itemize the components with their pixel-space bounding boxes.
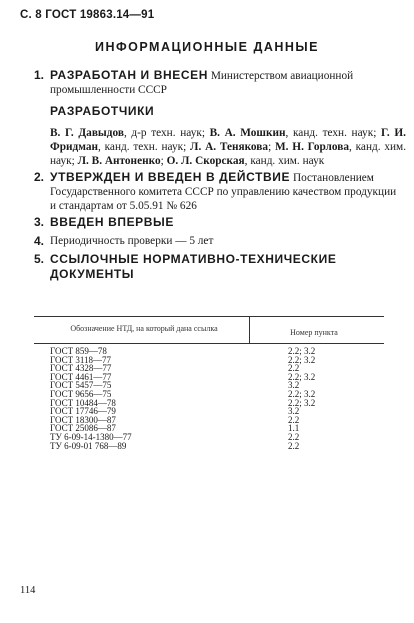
document-designation: ГОСТ 4328—77 bbox=[50, 363, 112, 374]
developer-name: В. Г. Давыдов bbox=[50, 127, 124, 139]
developer-name: М. Н. Горлова bbox=[275, 141, 349, 153]
document-designation: ГОСТ 3118—77 bbox=[50, 354, 112, 365]
section-heading: ССЫЛОЧНЫЕ НОРМАТИВНО-ТЕХНИЧЕСКИЕ ДОКУМЕНТЫ bbox=[50, 252, 337, 281]
developer-title: канд. техн. наук bbox=[292, 127, 374, 139]
section-heading: ВВЕДЕН ВПЕРВЫЕ bbox=[50, 215, 175, 229]
page-number: 114 bbox=[20, 585, 36, 596]
table-header-point: Номер пункта bbox=[290, 328, 338, 337]
developers-list: В. Г. Давыдов, д-р техн. наук; В. А. Мошкин, канд. техн. наук; Г. И. Фридман, канд. техн. наук; Л. А. Тенякова; М. Н. Горлова, канд. хим. наук; Л. В. Антоненко; О. Л. Скорская, канд. хим. наук bbox=[50, 127, 407, 167]
section-1 bbox=[34, 68, 404, 97]
document-designation: ГОСТ 18300—87 bbox=[50, 414, 116, 425]
section-number: 1. bbox=[34, 68, 45, 82]
document-header: С. 8 ГОСТ 19863.14—91 bbox=[20, 9, 155, 21]
developer-title: д-р техн. наук bbox=[131, 127, 202, 139]
clause-number: 2.2; 3.2 bbox=[288, 354, 316, 365]
section-number: 4. bbox=[34, 234, 45, 248]
document-designation: ГОСТ 9656—75 bbox=[50, 388, 112, 399]
section-text: Периодичность проверки — 5 лет bbox=[50, 235, 214, 247]
table-column-divider bbox=[249, 316, 250, 343]
section-text: Министерством авиационной промышленности СССР bbox=[50, 70, 354, 96]
table-body bbox=[34, 347, 384, 450]
clause-number: 2.2 bbox=[288, 440, 300, 451]
clause-number: 3.2 bbox=[288, 380, 300, 391]
section-heading: УТВЕРЖДЕН И ВВЕДЕН В ДЕЙСТВИЕ bbox=[50, 170, 291, 184]
developer-name: О. Л. Скорская bbox=[166, 155, 245, 167]
clause-number: 2.2; 3.2 bbox=[288, 388, 316, 399]
section-3 bbox=[34, 215, 404, 230]
clause-number: 2.2; 3.2 bbox=[288, 346, 316, 356]
document-designation: ТУ 6-09-14-1380—77 bbox=[50, 431, 132, 442]
table-top-rule bbox=[34, 316, 384, 317]
document-designation: ТУ 6-09-01 768—89 bbox=[50, 440, 127, 451]
section-heading: РАЗРАБОТАН И ВНЕСЕН bbox=[50, 68, 208, 82]
document-designation: ГОСТ 25086—87 bbox=[50, 423, 116, 434]
table-header-document: Обозначение НТД, на который дана ссылка bbox=[70, 324, 218, 333]
section-2 bbox=[34, 170, 404, 213]
clause-number: 1.1 bbox=[288, 423, 300, 434]
section-number: 3. bbox=[34, 215, 45, 229]
section-text: Постановлением Государственного комитета СССР по управлению качеством продукции и стандартам от 5.05.91 № 626 bbox=[50, 172, 397, 212]
document-designation: ГОСТ 5457—75 bbox=[50, 380, 112, 391]
developer-name: Г. И. Фридман bbox=[50, 127, 406, 153]
document-designation: ГОСТ 10484—78 bbox=[50, 397, 116, 408]
developer-title: канд. хим. наук bbox=[50, 141, 407, 167]
page-title: ИНФОРМАЦИОННЫЕ ДАННЫЕ bbox=[94, 40, 320, 54]
clause-number: 2.2 bbox=[288, 431, 300, 442]
clause-number: 2.2; 3.2 bbox=[288, 397, 316, 408]
document-designation: ГОСТ 859—78 bbox=[50, 346, 107, 356]
section-number: 2. bbox=[34, 170, 45, 184]
clause-number: 2.2; 3.2 bbox=[288, 371, 316, 382]
developer-name: Л. А. Тенякова bbox=[190, 141, 269, 153]
clause-number: 2.2 bbox=[288, 414, 300, 425]
section-number: 5. bbox=[34, 252, 45, 266]
document-designation: ГОСТ 4461—77 bbox=[50, 371, 112, 382]
developer-name: Л. В. Антоненко bbox=[77, 155, 161, 167]
developers-heading: РАЗРАБОТЧИКИ bbox=[50, 104, 155, 118]
developer-title: канд. хим. наук bbox=[250, 155, 325, 167]
developer-name: В. А. Мошкин bbox=[209, 127, 286, 139]
table-header-rule bbox=[34, 343, 384, 344]
table-row bbox=[34, 442, 384, 451]
clause-number: 3.2 bbox=[288, 406, 300, 417]
section-5 bbox=[34, 252, 404, 282]
developer-title: канд. техн. наук bbox=[104, 141, 184, 153]
document-designation: ГОСТ 17746—79 bbox=[50, 406, 116, 417]
section-4 bbox=[34, 234, 404, 248]
clause-number: 2.2 bbox=[288, 363, 300, 374]
